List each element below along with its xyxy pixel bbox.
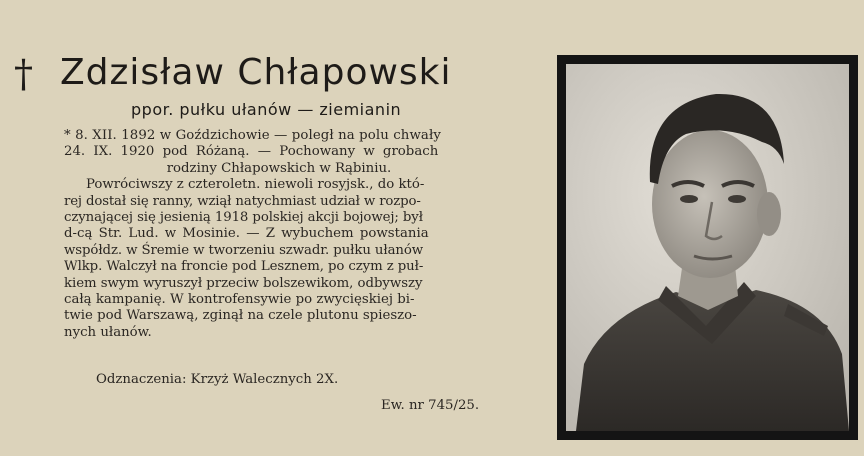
cross-icon: † <box>14 52 33 96</box>
biography <box>64 128 494 341</box>
body-line: nych ułanów. <box>64 324 152 340</box>
person-name: Zdzisław Chłapowski <box>60 52 452 93</box>
body-line: d-cą Str. Lud. w Mosinie. — Z wybuchem powstania <box>64 226 429 242</box>
decorations: Odznaczenia: Krzyż Walecznych 2X. <box>96 372 339 387</box>
body-line: współdz. w Śremie w tworzeniu szwadr. pułku ułanów <box>64 242 424 258</box>
body-line: całą kampanię. W kontrofensywie po zwycięskiej bi- <box>64 292 415 308</box>
rank-and-occupation: ppor. pułku ułanów — ziemianin <box>131 100 402 119</box>
body-line: kiem swym wyruszył przeciw bolszewikom, odbywszy <box>64 275 423 291</box>
intro-line: * 8. XII. 1892 w Goździchowie — poległ na polu chwały <box>64 128 441 143</box>
body-line: twie pod Warszawą, zginął na czele plutonu spieszo- <box>64 308 417 324</box>
body-line: czynającej się jesienią 1918 polskiej akcji bojowej; był <box>64 210 423 226</box>
body-line: Wlkp. Walczył na froncie pod Lesznem, po czym z puł- <box>64 259 424 275</box>
body-line: Powróciwszy z czteroletn. niewoli rosyjsk., do któ- <box>86 177 425 193</box>
portrait-illustration <box>566 64 849 431</box>
intro-line: 24. IX. 1920 pod Różaną. — Pochowany w grobach <box>64 144 439 160</box>
intro-line: rodziny Chłapowskich w Rąbiniu. <box>166 160 392 176</box>
portrait-photo <box>566 64 849 431</box>
body-line: rej dostał się ranny, wziął natychmiast udział w rozpo- <box>64 193 421 209</box>
record-number: Ew. nr 745/25. <box>381 398 480 413</box>
portrait-frame <box>557 55 858 440</box>
